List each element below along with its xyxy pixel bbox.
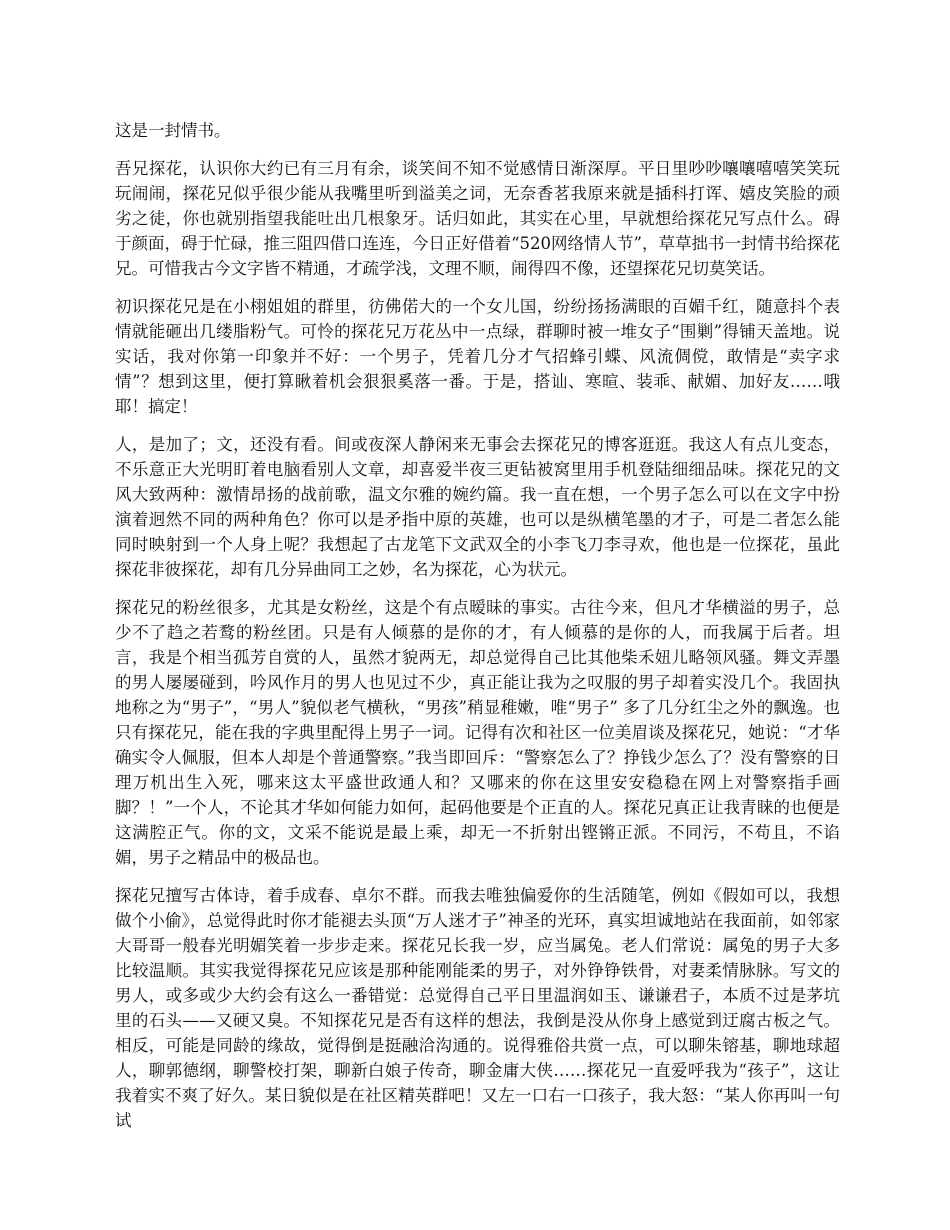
paragraph-first-meeting: 初识探花兄是在小栩姐姐的群里，彷佛偌大的一个女儿国，纷纷扬扬满眼的百媚千红，随意抖个表情就能砸出几缕脂粉气。可怜的探花兄万花丛中一点绿，群聊时被一堆女子“围剿”得铺天盖地。说实话，我对你第一印象并不好：一个男子，凭着几分才气招蜂引蝶、风流倜傥，敢情是“卖字求情”？想到这里，便打算瞅着机会狠狠奚落一番。于是，搭讪、寒暄、装乖、献媚、加好友……哦耶！搞定！ — [115, 297, 840, 416]
paragraph-essays: 探花兄擅写古体诗，着手成春、卓尔不群。而我去唯独偏爱你的生活随笔，例如《假如可以，我想做个小偷》，总觉得此时你才能褪去头顶“万人迷才子”神圣的光环，真实坦诚地站在我面前，如邻家大哥哥一般春光明媚笑着一步步走来。探花兄长我一岁，应当属兔。老人们常说：属兔的男子大多比较温顺。其实我觉得探花兄应该是那种能刚能柔的男子，对外铮铮铁骨，对妻柔情脉脉。写文的男人，或多或少大约会有这么一番错觉：总觉得自己平日里温润如玉、谦谦君子，本质不过是茅坑里的石头——又硬又臭。不知探花兄是否有这样的想法，我倒是没从你身上感觉到迂腐古板之气。相反，可能是同龄的缘故，觉得倒是挺融洽沟通的。说得雅俗共赏一点，可以聊朱镕基，聊地球超人，聊郭德纲，聊警校打架，聊新白娘子传奇，聊金庸大侠……探花兄一直爱呼我为“孩子”，这让我着实不爽了好久。某日貌似是在社区精英群吧！又左一口右一口孩子，我大怒：“某人你再叫一句试 — [115, 886, 840, 1130]
paragraph-fans: 探花兄的粉丝很多，尤其是女粉丝，这是个有点暧昧的事实。古往今来，但凡才华横溢的男子，总少不了趋之若鹜的粉丝团。只是有人倾慕的是你的才，有人倾慕的是你的人，而我属于后者。坦言，我是个相当孤芳自赏的人，虽然才貌两无，却总觉得自己比其他柴禾妞儿略领风骚。舞文弄墨的男人屡屡碰到，吟风作月的男人也见过不少，真正能让我为之叹服的男子却着实没几个。我固执地称之为“男子”，“男人”貌似老气横秋，“男孩”稍显稚嫩，唯“男子” 多了几分红尘之外的飘逸。也只有探花兄，能在我的字典里配得上男子一词。记得有次和社区一位美眉谈及探花兄，她说：“才华确实令人佩服，但本人却是个普通警察。”我当即回斥：“警察怎么了？挣钱少怎么了？没有警察的日理万机出生入死，哪来这太平盛世政通人和？又哪来的你在这里安安稳稳在网上对警察指手画脚？！”一个人，不论其才华如何能力如何，起码他要是个正直的人。探花兄真正让我青睐的也便是这满腔正气。你的文，文采不能说是最上乘，却无一不折射出铿锵正派。不同污，不苟且，不谄媚，男子之精品中的极品也。 — [115, 598, 840, 867]
paragraph-greeting: 吾兄探花，认识你大约已有三月有余，谈笑间不知不觉感情日渐深厚。平日里吵吵嚷嚷嘻嘻笑笑玩玩闹闹，探花兄似乎很少能从我嘴里听到溢美之词，无奈香茗我原来就是插科打诨、嬉皮笑脸的顽劣之徒，你也就别指望我能吐出几根象牙。话归如此，其实在心里，早就想给探花兄写点什么。碍于颜面，碍于忙碌，推三阻四借口连连，今日正好借着“520网络情人节”，草草拙书一封情书给探花兄。可惜我古今文字皆不精通，才疏学浅，文理不顺，闹得四不像，还望探花兄切莫笑话。 — [115, 159, 840, 278]
paragraph-writing-style: 人，是加了；文，还没有看。间或夜深人静闲来无事会去探花兄的博客逛逛。我这人有点儿变态，不乐意正大光明盯着电脑看别人文章，却喜爱半夜三更钻被窝里用手机登陆细细品味。探花兄的文风大致两种：激情昂扬的战前歌，温文尔雅的婉约篇。我一直在想，一个男子怎么可以在文字中扮演着迥然不同的两种角色？你可以是矛指中原的英雄，也可以是纵横笔墨的才子，可是二者怎么能同时映射到一个人身上呢？我想起了古龙笔下文武双全的小李飞刀李寻欢，他也是一位探花，虽此探花非彼探花，却有几分异曲同工之妙，名为探花，心为状元。 — [115, 435, 840, 579]
letter-body — [115, 118, 840, 1146]
paragraph-opening: 这是一封情书。 — [115, 121, 231, 140]
